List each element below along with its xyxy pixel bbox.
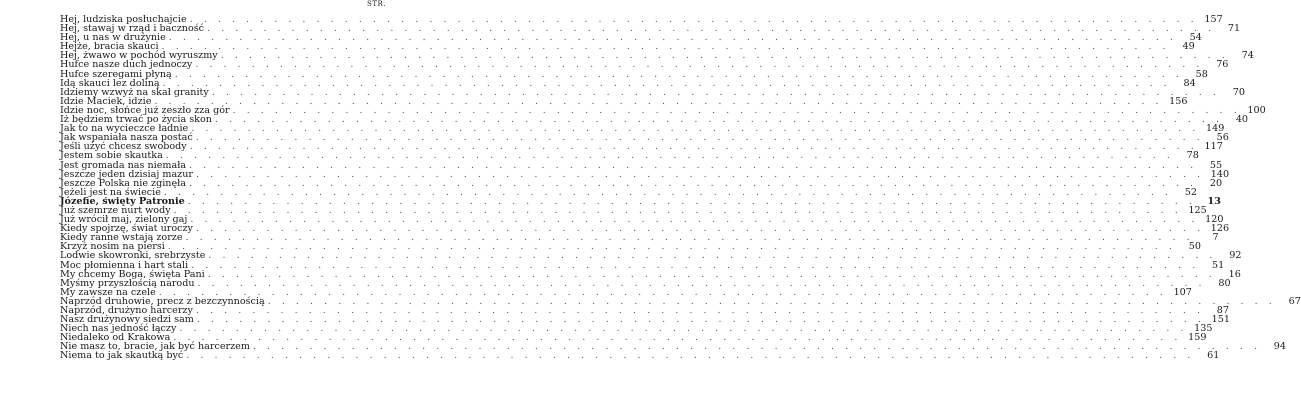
entry-page-number: 140: [1210, 168, 1230, 180]
entry-title: Hufce szeregami płyną: [60, 68, 172, 80]
entry-title: Jak wspaniała nasza postać: [60, 132, 193, 144]
entry-page-number: 117: [1204, 141, 1223, 153]
entry-page-number: 61: [1207, 350, 1220, 362]
entry-title: Idzie noc, słońce już zeszło zza gór: [60, 104, 230, 116]
entry-title: My chcemy Boga, święta Pani: [60, 268, 205, 280]
entry-page-number: 80: [1218, 277, 1231, 289]
entry-page-number: 56: [1216, 132, 1229, 144]
entry-page-number: 49: [1182, 41, 1195, 53]
entry-page-number: 76: [1216, 59, 1229, 71]
entry-title: Hejże, bracia skauci: [60, 41, 159, 53]
entry-title: Lodwie skowronki, srebrzyste: [60, 250, 206, 262]
entry-title: Moc płomienna i hart stali: [60, 259, 189, 271]
entry-title: Jeszcze Polska nie zginęła: [60, 177, 186, 189]
entry-title: Jest gromada nas niemała: [60, 159, 187, 171]
entry-page-number: 54: [1189, 32, 1202, 44]
entry-title: Kiedy ranne wstają zorze: [60, 232, 183, 244]
entry-page-number: 120: [1205, 214, 1224, 226]
page-column-header: STR.: [367, 0, 386, 8]
entry-title: Hufce nasze duch jednoczy: [60, 59, 193, 71]
entry-title: Jeżeli jest na świecie: [60, 186, 161, 198]
entry-page-number: 100: [1247, 104, 1266, 116]
entry-page-number: 67: [1288, 295, 1301, 307]
entry-title: Idą skauci lez doliną: [60, 77, 160, 89]
entry-title: Naprzód, drużyno harcerzy: [60, 305, 193, 316]
entry-title: Już wrócił maj, zielony gaj: [60, 214, 188, 226]
entry-page-number: 50: [1188, 241, 1201, 253]
entry-title: Niedaleko od Krakowa: [60, 332, 171, 344]
entry-page-number: 151: [1211, 314, 1230, 326]
entry-page-number: 126: [1210, 223, 1230, 235]
entry-title: Krzyż nosim na piersi: [60, 241, 165, 253]
entry-page-number: 87: [1216, 305, 1229, 316]
entry-page-number: 156: [1169, 95, 1188, 107]
entry-page-number: 94: [1273, 341, 1287, 353]
entry-page-number: 135: [1194, 323, 1213, 335]
entry-page-number: 149: [1206, 123, 1225, 135]
entry-title: Jestem sobie skautka: [60, 150, 163, 162]
entry-page-number: 7: [1212, 232, 1219, 244]
entry-title: Idziemy wzwyż na skał granity: [60, 86, 209, 98]
dot-leader: [186, 351, 1194, 360]
entry-title: Józefie, święty Patronie: [60, 195, 185, 207]
entry-title: Jak to na wycieczce ładnie: [60, 123, 189, 135]
entry-page-number: 70: [1232, 86, 1245, 98]
entry-title: Nasz drużynowy siedzi sam: [60, 314, 194, 326]
entry-page-number: 51: [1212, 259, 1225, 271]
entry-page-number: 16: [1228, 268, 1241, 280]
entry-title: Hej, stawaj w rząd i baczność: [60, 23, 205, 35]
entry-title: Hej, u nas w drużynie: [60, 32, 166, 44]
entry-title: Niech nas jedność łączy: [60, 323, 177, 335]
entry-title: My zawsze na czele: [60, 286, 156, 298]
entry-page-number: 107: [1173, 286, 1192, 298]
entry-title: Hej, żwawo w pochód wyruszmy: [60, 50, 218, 62]
entry-title: Jeszcze jeden dzisiaj mazur: [60, 168, 193, 180]
entry-page-number: 55: [1209, 159, 1223, 171]
index-entry: [60, 350, 1220, 362]
entry-page-number: 78: [1186, 150, 1199, 162]
entry-page-number: 125: [1188, 204, 1207, 216]
entry-page-number: 157: [1204, 14, 1223, 25]
entry-page-number: 13: [1207, 195, 1221, 207]
entry-page-number: 52: [1184, 186, 1197, 198]
entry-title: Już szemrze nurt wody: [60, 204, 171, 216]
entry-page-number: 58: [1195, 68, 1208, 80]
entry-page-number: 84: [1183, 77, 1196, 89]
entry-title: Nie masz to, bracie, jak być harcerzem: [60, 341, 250, 353]
entry-title: Jeśli użyć chcesz swobody: [60, 141, 187, 153]
entry-title: Myśmy przyszłością narodu: [60, 277, 195, 289]
entry-title: Hej, ludziska posłuchajcie: [60, 14, 187, 25]
entry-page-number: 159: [1188, 332, 1207, 344]
entry-title: Iż będziem trwać po życia skon: [60, 114, 212, 126]
entry-page-number: 40: [1235, 114, 1249, 126]
entry-title: Naprzód druhowie, precz z bezczynnością: [60, 295, 265, 307]
entry-page-number: 74: [1241, 50, 1254, 62]
entry-title: Idzie Maciek, idzie: [60, 95, 152, 107]
song-index-list: [60, 14, 1301, 362]
entry-page-number: 20: [1209, 177, 1223, 189]
entry-title: Niema to jak skautką być: [60, 350, 184, 362]
entry-page-number: 71: [1227, 23, 1241, 35]
entry-title: Kiedy spojrzę, świat uroczy: [60, 223, 193, 235]
entry-page-number: 92: [1229, 250, 1242, 262]
